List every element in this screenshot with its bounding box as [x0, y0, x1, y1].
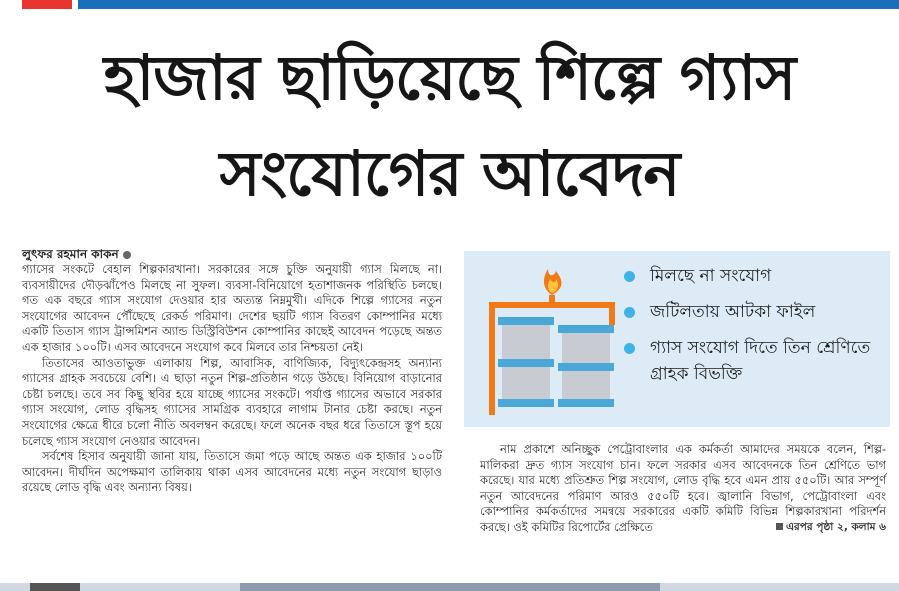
headline-line-1: হাজার ছাড়িয়েছে শিল্পে গ্যাস	[103, 41, 796, 114]
paragraph-3: সর্বশেষ হিসাব অনুযায়ী জানা যায়, তিতাসে জমা পড়ে আছে অন্তত এক হাজার ১০০টি আবেদন। দীর্ঘদিন অপেক্ষমাণ তালিকায় থাকা এসব আবেদনের মধ্যে নতুন সংযোগ ছাড়াও রয়েছে লোড বৃদ্ধি এবং অন্যান্য বিষয়।	[22, 449, 442, 495]
article-body-right	[480, 442, 886, 536]
byline-author: লুৎফর রহমান কাকন	[22, 247, 119, 261]
paragraph-1: গ্যাসের সংকটে বেহাল শিল্পকারখানা। সরকারের সঙ্গে চুক্তি অনুযায়ী গ্যাস মিলছে না। ব্যবসায়ীদের দৌড়ঝাঁপেও মিলছে না সুফল। ব্যবসা-বিনিয়োগে হতাশাজনক পরিস্থিতি চলছে। গত এক বছরে গ্যাস সংযোগ দেওয়ার হার অত্যন্ত নিম্নমুখী। এদিকে শিল্পে গ্যাসের নতুন সংযোগের আবেদন পৌঁছেছে রেকর্ড পরিমাণ। দেশের ছয়টি গ্যাস বিতরণ কোম্পানির মধ্যে একটি তিতাস গ্যাস ট্রান্সমিশন অ্যান্ড ডিস্ট্রিবিউশন কোম্পানির কাছেই আবেদন পড়েছে অন্তত এক হাজার ১০০টি। এসব আবেদনে সংযোগ কবে মিলবে তার নিশ্চয়তা নেই।	[22, 262, 442, 354]
highlight-bullets	[624, 263, 884, 397]
byline-dot-icon	[123, 251, 131, 259]
paragraph-2: তিতাসের আওতাভুক্ত এলাকায় শিল্প, আবাসিক, বাণিজ্যিক, বিদ্যুৎকেন্দ্রসহ অন্যান্য গ্যাসের গ্রাহক সবচেয়ে বেশি। এ ছাড়া নতুন শিল্প-প্রতিষ্ঠান গড়ে উঠছে। বিনিয়োগ বাড়ানোর চেষ্টা চলছে। তবে সব কিছু স্থবির হয়ে যাচ্ছে গ্যাসের সংকটে। পর্যাপ্ত গ্যাসের অভাবে সরকার গ্যাস সংযোগ, লোড বৃদ্ধিসহ গ্যাসের সামগ্রিক ব্যবহারে লাগাম টানার চেষ্টা করছে। নতুন সংযোগের ক্ষেত্রে ধীরে চলো নীতি অবলম্বন করেছে। ফলে অনেক বছর ধরে তিতাসে স্তূপ হয়ে চলেছে গ্যাস সংযোগ নেওয়ার আবেদন।	[22, 355, 442, 448]
bottom-strip	[0, 583, 899, 591]
paragraph-4: নাম প্রকাশে অনিচ্ছুক পেট্রোবাংলার এক কর্মকর্তা আমাদের সময়কে বলেন, শিল্প-মালিকরা দ্রুত গ্যাস সংযোগ চান। ফলে সরকার এসব আবেদনকে তিন শ্রেণিতে ভাগ করেছে। যার মধ্যে প্রতিশ্রুত শিল্প সংযোগ, লোড বৃদ্ধি হবে এমন প্রায় ৫৫০টি। আর সম্পূর্ণ নতুন আবেদনের পরিমাণ আরও ৫৫০টি হবে। জ্বালানি বিভাগ, পেট্রোবাংলা এবং কোম্পানির কর্মকর্তাদের সমন্বয়ে সরকারের একটি কমিটি বিভিন্ন শিল্পকারখানা পরিদর্শন করছে। ওই কমিটির রিপোর্টের প্রেক্ষিতে এরপর পৃষ্ঠা ২, কলাম ৬	[480, 442, 886, 534]
bottom-photo-edge	[240, 583, 660, 591]
headline	[0, 30, 899, 222]
square-icon	[776, 523, 783, 530]
masthead-red-bar	[22, 0, 72, 9]
article-body-left	[22, 262, 442, 496]
headline-line-2: সংযোগের আবেদন	[219, 137, 680, 210]
highlight-bullet-1: মিলছে না সংযোগ	[624, 263, 884, 289]
masthead-blue-bar	[78, 0, 899, 9]
gas-tanks-flame-icon	[482, 265, 622, 415]
bullet-dot-icon	[624, 343, 635, 354]
bullet-dot-icon	[624, 271, 635, 282]
bottom-decoration	[30, 583, 80, 591]
highlight-bullet-2: জটিলতায় আটকা ফাইল	[624, 299, 884, 325]
continuation-note[interactable]: এরপর পৃষ্ঠা ২, কলাম ৬	[756, 520, 886, 536]
highlight-bullet-3: গ্যাস সংযোগ দিতে তিন শ্রেণিতে গ্রাহক বিভক্তি	[624, 335, 884, 387]
bullet-dot-icon	[624, 307, 635, 318]
highlight-box	[464, 251, 890, 427]
